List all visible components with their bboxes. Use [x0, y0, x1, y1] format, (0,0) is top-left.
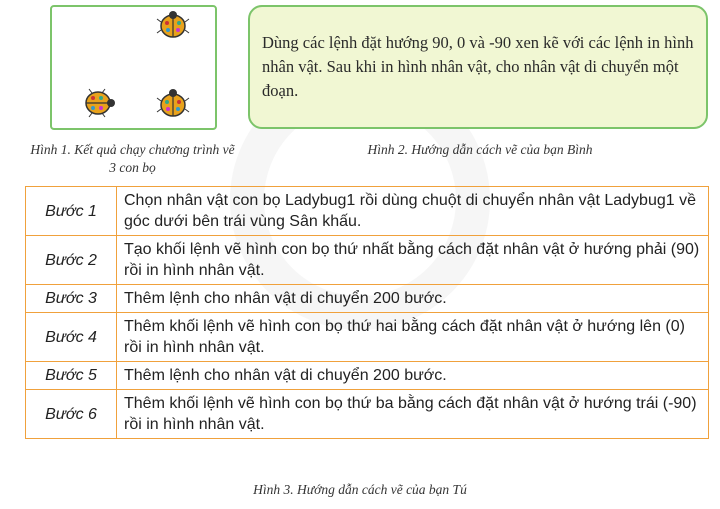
steps-table	[25, 186, 709, 439]
step-text: Thêm khối lệnh vẽ hình con bọ thứ ba bằng cách đặt nhân vật ở hướng trái (-90) rồi in hình nhân vật.	[117, 390, 709, 439]
ladybug-icon	[80, 88, 116, 118]
table-row	[26, 362, 709, 390]
table-row	[26, 187, 709, 236]
figure1-caption: Hình 1. Kết quả chạy chương trình vẽ 3 con bọ	[30, 142, 235, 175]
step-text: Thêm lệnh cho nhân vật di chuyển 200 bước.	[117, 285, 709, 313]
figure2-text: Dùng các lệnh đặt hướng 90, 0 và -90 xen kẽ với các lệnh in hình nhân vật. Sau khi in hình nhân vật, cho nhân vật di chuyển một đoạn.	[262, 33, 694, 100]
table-row	[26, 236, 709, 285]
table-row	[26, 390, 709, 439]
figure3-caption: Hình 3. Hướng dẫn cách vẽ của bạn Tú	[253, 482, 467, 497]
step-label: Bước 1	[26, 187, 117, 236]
step-text: Chọn nhân vật con bọ Ladybug1 rồi dùng chuột di chuyển nhân vật Ladybug1 về góc dưới bên trái vùng Sân khấu.	[117, 187, 709, 236]
step-label: Bước 4	[26, 313, 117, 362]
table-row	[26, 313, 709, 362]
figure1-stage	[50, 5, 217, 130]
step-label: Bước 3	[26, 285, 117, 313]
figure2-caption: Hình 2. Hướng dẫn cách vẽ của bạn Bình	[367, 142, 593, 157]
step-text: Thêm khối lệnh vẽ hình con bọ thứ hai bằng cách đặt nhân vật ở hướng lên (0) rồi in hình nhân vật.	[117, 313, 709, 362]
table-row	[26, 285, 709, 313]
step-text: Thêm lệnh cho nhân vật di chuyển 200 bước.	[117, 362, 709, 390]
ladybug-icon	[155, 10, 191, 40]
step-text: Tạo khối lệnh vẽ hình con bọ thứ nhất bằng cách đặt nhân vật ở hướng phải (90) rồi in hình nhân vật.	[117, 236, 709, 285]
step-label: Bước 6	[26, 390, 117, 439]
step-label: Bước 5	[26, 362, 117, 390]
figure2-note	[248, 5, 708, 129]
step-label: Bước 2	[26, 236, 117, 285]
ladybug-icon	[155, 88, 191, 118]
